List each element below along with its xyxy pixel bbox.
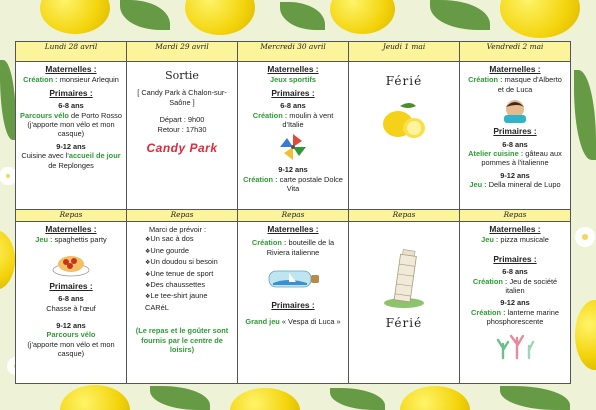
- creation-label: Création :: [243, 174, 278, 184]
- age-group-6-8: 6-8 ans: [280, 101, 306, 111]
- candy-park-logo: Candy Park: [146, 141, 218, 156]
- departure-time: Départ : 9h00: [159, 115, 205, 125]
- outing-title: Sortie: [165, 69, 199, 82]
- maternelles-heading: Maternelles :: [45, 64, 97, 74]
- afternoon-wednesday: [238, 222, 349, 384]
- day-header-monday: Lundi 28 avril: [16, 42, 127, 62]
- age-group-9-12: 9-12 ans: [56, 321, 86, 331]
- coral-illustration: [493, 330, 537, 360]
- packing-item: ❖ Le tee-shirt jaune CARéL: [145, 291, 233, 312]
- primaires-heading: Primaires :: [49, 280, 93, 291]
- age-group-6-8: 6-8 ans: [502, 267, 528, 277]
- morning-friday: [460, 62, 571, 210]
- creation-label: Création :: [251, 238, 287, 248]
- meal-note: (Le repas et le goûter sont fournis par le centre de loisirs): [135, 326, 229, 355]
- activity-text: gâteau aux pommes à l'italienne: [481, 149, 562, 168]
- afternoon-row: [16, 222, 571, 384]
- repas-thursday: Repas: [349, 210, 460, 222]
- primaires-heading: Primaires :: [271, 87, 315, 98]
- activity-text: Chasse à l'œuf: [46, 303, 96, 313]
- day-header-thursday: Jeudi 1 mai: [349, 42, 460, 62]
- afternoon-tuesday: [127, 222, 238, 384]
- repas-monday: Repas: [16, 210, 127, 222]
- packing-item: ❖ Un doudou si besoin: [145, 257, 233, 268]
- activity-text: monsieur Arlequin: [57, 75, 119, 85]
- activity-text: moulin à vent d'Italie: [282, 110, 334, 130]
- morning-wednesday: [238, 62, 349, 210]
- activity-text: Jeu de société italien: [505, 276, 558, 296]
- activity-text: de Porto Rosso (j'apporte mon vélo et mon casque): [27, 110, 122, 139]
- primaires-heading: Primaires :: [493, 126, 537, 137]
- age-group-6-8: 6-8 ans: [58, 101, 84, 111]
- afternoon-friday: [460, 222, 571, 384]
- weekly-schedule-table: [15, 41, 571, 384]
- activity-text: (j'apporte mon vélo et mon casque): [27, 339, 115, 359]
- atelier-cuisine-label: Atelier cuisine :: [468, 149, 524, 159]
- afternoon-thursday: [349, 222, 460, 384]
- morning-monday: [16, 62, 127, 210]
- holiday-label: Férié: [385, 316, 423, 330]
- activity-text: « Vespa di Luca »: [279, 316, 341, 326]
- creation-label: Création :: [23, 75, 58, 85]
- packing-item: ❖ Un sac à dos: [145, 234, 233, 245]
- maternelles-heading: Maternelles :: [45, 224, 97, 234]
- activity-highlight: Jeux sportifs: [269, 75, 316, 85]
- age-group-9-12: 9-12 ans: [500, 298, 530, 308]
- spaghetti-illustration: [51, 248, 91, 278]
- maternelles-heading: Maternelles :: [267, 224, 319, 234]
- activity-text: Della mineral de Lupo: [486, 180, 561, 190]
- packing-intro: Marci de prévoir :: [149, 225, 207, 234]
- creation-label: Création :: [471, 307, 506, 317]
- activity-text: spaghettis party: [52, 235, 107, 245]
- age-group-6-8: 6-8 ans: [502, 139, 528, 149]
- lemon-illustration: [380, 100, 428, 142]
- age-group-9-12: 9-12 ans: [278, 165, 308, 175]
- holiday-label: Férié: [385, 74, 423, 88]
- days-header-row: [16, 42, 571, 62]
- activity-highlight: Parcours vélo: [46, 330, 96, 340]
- creation-label: Création :: [472, 276, 508, 286]
- luca-illustration: [498, 97, 532, 123]
- bottle-illustration: [263, 263, 323, 293]
- age-group-9-12: 9-12 ans: [500, 170, 530, 180]
- activity-text: masque d'Alberto et de Luca: [497, 75, 562, 94]
- activity-text: pizza musicale: [498, 235, 549, 245]
- repas-row: [16, 210, 571, 222]
- morning-row: [16, 62, 571, 210]
- activity-highlight: Parcours vélo: [20, 110, 69, 120]
- maternelles-heading: Maternelles :: [489, 224, 541, 234]
- jeu-label: Jeu :: [469, 180, 487, 190]
- afternoon-monday: [16, 222, 127, 384]
- morning-thursday: [349, 62, 460, 210]
- return-time: Retour : 17h30: [157, 124, 207, 134]
- repas-wednesday: Repas: [238, 210, 349, 222]
- morning-tuesday: [127, 62, 238, 210]
- packing-item: ❖ Une tenue de sport: [145, 269, 233, 280]
- packing-item: ❖ Des chaussettes: [145, 280, 233, 291]
- age-group-6-8: 6-8 ans: [58, 294, 84, 304]
- maternelles-heading: Maternelles :: [267, 64, 319, 74]
- creation-label: Création :: [468, 75, 503, 85]
- day-header-wednesday: Mercredi 30 avril: [238, 42, 349, 62]
- grand-jeu-label: Grand jeu: [245, 316, 280, 326]
- activity-text: Cuisine avec l': [21, 151, 69, 161]
- day-header-tuesday: Mardi 29 avril: [127, 42, 238, 62]
- age-group-9-12: 9-12 ans: [56, 141, 86, 151]
- pinwheel-illustration: [278, 132, 308, 162]
- maternelles-heading: Maternelles :: [489, 64, 541, 74]
- activity-text: carte postale Dolce Vita: [277, 174, 343, 194]
- jeu-label: Jeu :: [481, 235, 499, 245]
- activity-text: lanterne marine phosphorescente: [486, 307, 559, 327]
- primaires-heading: Primaires :: [493, 253, 537, 264]
- activity-highlight: accueil de jour: [68, 151, 121, 161]
- jeu-label: Jeu :: [35, 235, 53, 245]
- day-header-friday: Vendredi 2 mai: [460, 42, 571, 62]
- packing-item: ❖ Une gourde: [145, 246, 233, 257]
- repas-friday: Repas: [460, 210, 571, 222]
- packing-list: [131, 234, 233, 312]
- primaires-heading: Primaires :: [49, 87, 93, 98]
- primaires-heading: Primaires :: [271, 300, 315, 311]
- activity-text: bouteille de la Riviera italienne: [266, 238, 335, 257]
- outing-place: [ Candy Park à Chalon-sur-Saône ]: [137, 88, 227, 107]
- activity-text: de Replonges: [48, 160, 94, 170]
- creation-label: Création :: [252, 110, 288, 120]
- repas-tuesday: Repas: [127, 210, 238, 222]
- pisa-tower-illustration: [383, 247, 425, 309]
